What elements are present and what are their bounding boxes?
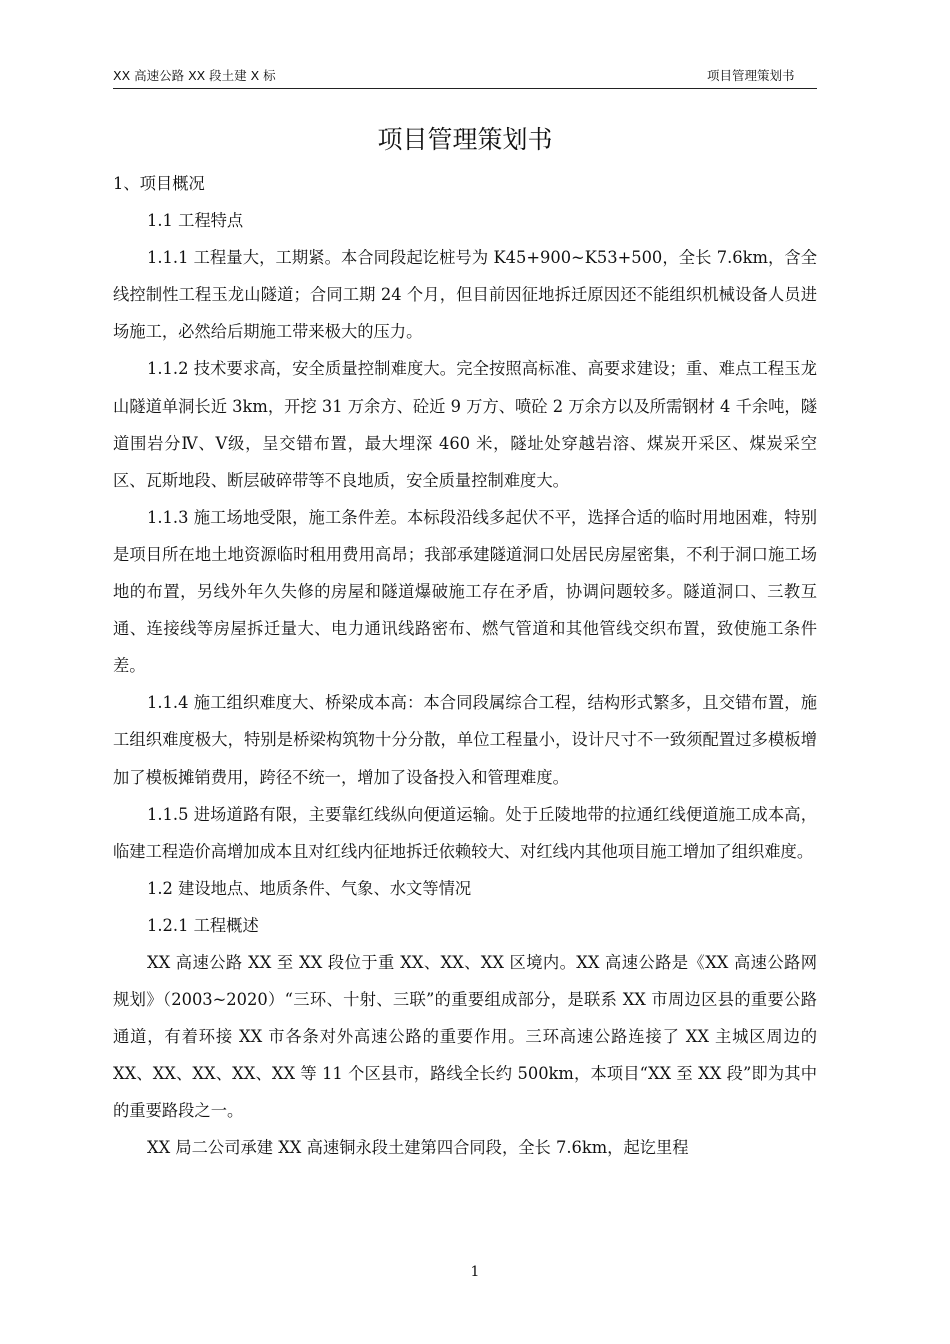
page-header (113, 66, 817, 89)
header-project-name: XX 高速公路 XX 段土建 X 标 (113, 68, 276, 83)
paragraph-1-1-4: 1.1.4 施工组织难度大、桥梁成本高：本合同段属综合工程，结构形式繁多，且交错布置，施工组织难度极大，特别是桥梁构筑物十分分散，单位工程量小，设计尺寸不一致须配置过多模板增加了模板摊销费用，跨径不统一，增加了设备投入和管理难度。 (113, 693, 817, 787)
header-document-name: 项目管理策划书 (707, 68, 795, 83)
paragraph-1-1-3: 1.1.3 施工场地受限，施工条件差。本标段沿线多起伏不平，选择合适的临时用地困难，特别是项目所在地土地资源临时租用费用高昂；我部承建隧道洞口处居民房屋密集，不利于洞口施工场地的布置，另线外年久失修的房屋和隧道爆破施工存在矛盾，协调问题较多。隧道洞口、三教互通、连接线等房屋拆迁量大、电力通讯线路密布、燃气管道和其他管线交织布置，致使施工条件差。 (113, 507, 817, 676)
paragraph-1-1-5: 1.1.5 进场道路有限，主要靠红线纵向便道运输。处于丘陵地带的拉通红线便道施工成本高，临建工程造价高增加成本且对红线内征地拆迁依赖较大、对红线内其他项目施工增加了组织难度。 (113, 804, 817, 861)
paragraph-contractor: XX 局二公司承建 XX 高速铜永段土建第四合同段，全长 7.6km，起讫里程 (147, 1138, 689, 1158)
section-heading-project-overview: 1、项目概况 (113, 174, 205, 193)
paragraph-1-1-2: 1.1.2 技术要求高，安全质量控制难度大。完全按照高标准、高要求建设；重、难点工程玉龙山隧道单洞长近 3km，开挖 31 万余方、砼近 9 万方、喷砼 2 万余方以及所需钢材 4 千余吨，隧道围岩分Ⅳ、Ⅴ级，呈交错布置，最大埋深 460 米，隧址处穿越岩溶、煤炭开采区、煤炭采空区、瓦斯地段、断层破碎带等不良地质，安全质量控制难度大。 (113, 359, 817, 490)
subsection-heading-site-conditions: 1.2 建设地点、地质条件、气象、水文等情况 (147, 878, 472, 898)
subsection-heading-engineering-features: 1.1 工程特点 (147, 211, 244, 231)
page-number: 1 (470, 1264, 480, 1280)
paragraph-1-1-1: 1.1.1 工程量大，工期紧。本合同段起讫桩号为 K45+900~K53+500，全长 7.6km，含全线控制性工程玉龙山隧道；合同工期 24 个月，但目前因征地拆迁原因还不能组织机械设备人员进场施工，必然给后期施工带来极大的压力。 (113, 248, 817, 342)
subsection-heading-project-summary: 1.2.1 工程概述 (147, 915, 259, 935)
document-title: 项目管理策划书 (377, 125, 553, 154)
document-body (113, 165, 817, 1167)
paragraph-project-summary: XX 高速公路 XX 至 XX 段位于重 XX、XX、XX 区境内。XX 高速公路是《XX 高速公路网规划》（2003~2020）“三环、十射、三联”的重要组成部分，是联系 XX 市周边区县的重要公路通道，有着环接 XX 市各条对外高速公路的重要作用。三环高速公路连接了 XX 主城区周边的 XX、XX、XX、XX、XX 等 11 个区县市，路线全长约 500km，本项目“XX 至 XX 段”即为其中的重要路段之一。 (113, 952, 817, 1121)
